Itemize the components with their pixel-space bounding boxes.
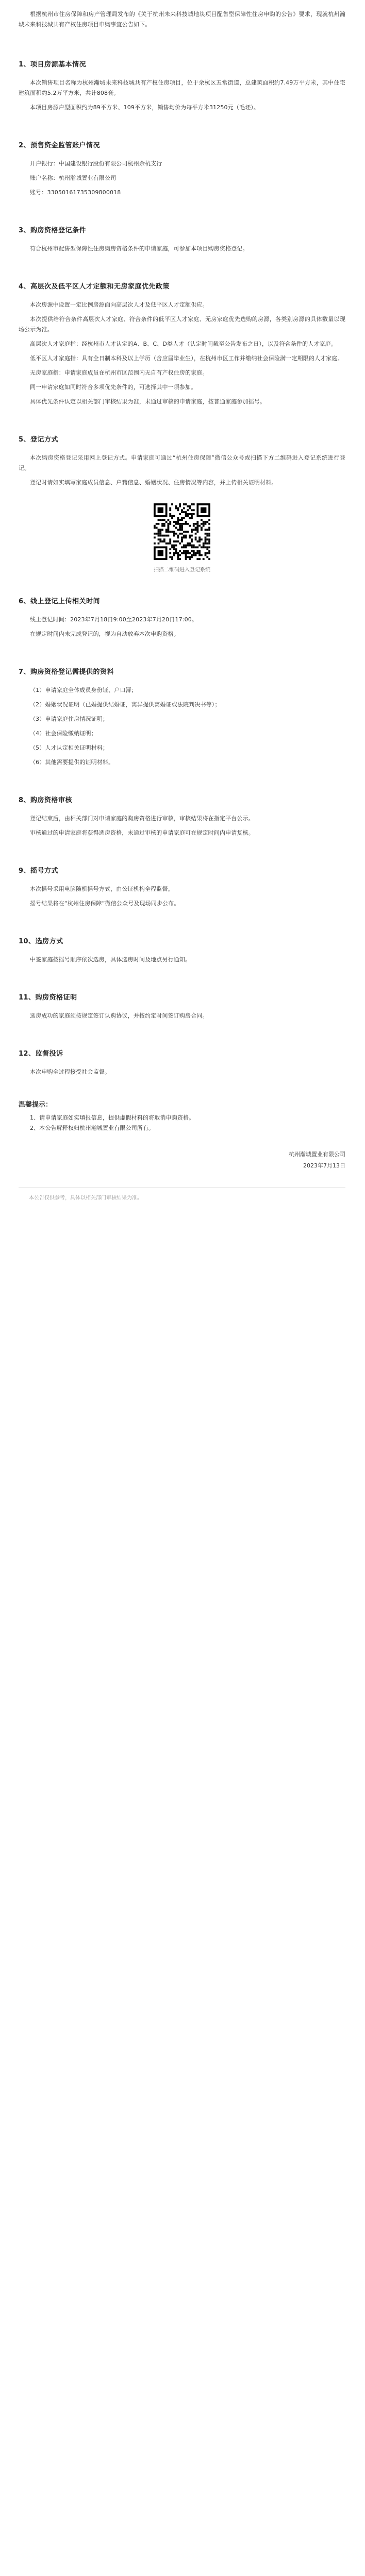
signature-company: 杭州瀚城置业有限公司: [289, 1151, 345, 1158]
section-paragraph: 账户名称：杭州瀚城置业有限公司: [30, 175, 117, 181]
section-paragraph: （4）社会保险缴纳证明；: [30, 730, 97, 737]
section-paragraph: 高层次人才家庭指：经杭州市人才认定的A、B、C、D类人才（认定时间截至公告发布之日），以及符合条件的人才家庭。: [30, 341, 337, 347]
section-paragraph: 审核通过的申请家庭将获得选房资格，未通过审核的申请家庭可在规定时间内申请复核。: [30, 829, 254, 836]
document-page: [0, 0, 365, 1202]
section-title: 1、项目房源基本情况: [19, 61, 87, 69]
section-paragraph: 本次提供给符合条件高层次人才家庭、符合条件的低平区人才家庭、无房家庭优先选购的房源，各类别房源的具体数量以现场公示为准。: [19, 316, 345, 333]
section-paragraph: 本次申购全过程接受社会监督。: [30, 1069, 111, 1075]
section-paragraph: 具体优先条件认定以相关部门审核结果为准，未通过审核的申请家庭，按普通家庭参加摇号。: [30, 398, 266, 405]
section-paragraph: 本次销售项目名称为杭州瀚城未来科技城共有产权住房项目，位于余杭区五常街道，总建筑面积约7.49万平方米，其中住宅建筑面积约5.2万平方米，共计808套。: [19, 79, 345, 96]
section-paragraph: （3）申请家庭住房情况证明；: [30, 716, 109, 722]
section-title: 10、选房方式: [19, 938, 63, 945]
section-paragraph: 登记结束后，由相关部门对申请家庭的购房资格进行审核，审核结果将在指定平台公示。: [30, 815, 254, 822]
section-paragraph: 本次购房资格登记采用网上登记方式。申请家庭可通过“杭州住房保障”微信公众号或扫描下方二维码进入登记系统进行登记。: [19, 454, 345, 471]
section-paragraph: （2）婚姻状况证明（已婚提供结婚证，离异提供离婚证或法院判决书等）；: [30, 701, 221, 708]
section-paragraph: 本项目房源户型面积约为89平方米、109平方米，销售均价为每平方米31250元（毛坯）。: [30, 104, 260, 111]
section-paragraph: 开户银行：中国建设银行股份有限公司杭州余杭支行: [30, 160, 162, 167]
intro-paragraph: 根据杭州市住房保障和房产管理局发布的《关于杭州未来科技城地块项目配售型保障性住房申购的公告》要求，现就杭州瀚城未来科技城共有产权住房项目申购事宜公告如下。: [19, 11, 345, 28]
section-title: 4、高层次及低平区人才定额和无房家庭优先政策: [19, 283, 170, 291]
section-title: 5、登记方式: [19, 436, 59, 444]
sections-container: [19, 59, 345, 1081]
section-title: 12、监督投诉: [19, 1050, 63, 1058]
section-paragraph: 低平区人才家庭指：具有全日制本科及以上学历（含应届毕业生），在杭州市区工作并缴纳社会保险满一定期限的人才家庭。: [30, 355, 343, 362]
section-paragraph: 中签家庭按摇号顺序依次选房，具体选房时间及地点另行通知。: [30, 956, 191, 963]
qr-code-block: [19, 503, 345, 573]
section-paragraph: 线上登记时间：2023年7月18日9:00至2023年7月20日17:00。: [30, 616, 198, 623]
qr-caption: 扫描二维码进入登记系统: [154, 567, 210, 573]
qr-code-icon[interactable]: [154, 503, 210, 560]
section-paragraph: （6）其他需要提供的证明材料。: [30, 759, 114, 766]
tips-list: [19, 1113, 345, 1133]
section-paragraph: 符合杭州市配售型保障性住房购房资格条件的申请家庭，可参加本项目购房资格登记。: [30, 245, 248, 252]
section-title: 2、预售资金监管账户情况: [19, 142, 101, 149]
section-title: 6、线上登记上传相关时间: [19, 598, 101, 605]
section-paragraph: 本次摇号采用电脑随机摇号方式，由公证机构全程监督。: [30, 886, 174, 892]
section-paragraph: 无房家庭指：申请家庭成员在杭州市区范围内无自有产权住房的家庭。: [30, 369, 208, 376]
signature-block: [19, 1149, 345, 1172]
section-paragraph: 在规定时间内未完成登记的，视为自动放弃本次申购资格。: [30, 631, 179, 637]
section-paragraph: 摇号结果将在“杭州住房保障”微信公众号及现场同步公布。: [30, 900, 180, 907]
section-paragraph: （1）申请家庭全体成员身份证、户口簿；: [30, 687, 137, 693]
section-title: 7、购房资格登记需提供的资料: [19, 668, 114, 676]
footer-note: 本公告仅供参考，具体以相关部门审核结果为准。: [19, 1187, 345, 1202]
section-paragraph: 选房成功的家庭须按规定签订认购协议，并按约定时间签订购房合同。: [30, 1012, 208, 1019]
section-title: 11、购房资格证明: [19, 994, 77, 1002]
section-paragraph: （5）人才认定相关证明材料；: [30, 744, 109, 751]
section-title: 9、摇号方式: [19, 867, 59, 875]
tips-title: 温馨提示：: [19, 1101, 53, 1109]
signature-date: 2023年7月13日: [303, 1162, 345, 1169]
section-paragraph: 登记时请如实填写家庭成员信息、户籍信息、婚姻状况、住房情况等内容，并上传相关证明材料。: [30, 479, 277, 486]
section-title: 3、购房资格登记条件: [19, 227, 87, 234]
section-paragraph: 同一申请家庭如同时符合多项优先条件的，可选择其中一项参加。: [30, 384, 197, 391]
tip-item: 1、请申请家庭如实填报信息，提供虚假材料的将取消申购资格。: [30, 1114, 195, 1121]
section-paragraph: 本次房源中设置一定比例房源面向高层次人才及低平区人才定额供应。: [30, 301, 208, 308]
tip-item: 2、本公告解释权归杭州瀚城置业有限公司所有。: [30, 1125, 155, 1131]
section-title: 8、购房资格审核: [19, 796, 73, 804]
section-paragraph: 账号：33050161735309800018: [30, 189, 121, 196]
